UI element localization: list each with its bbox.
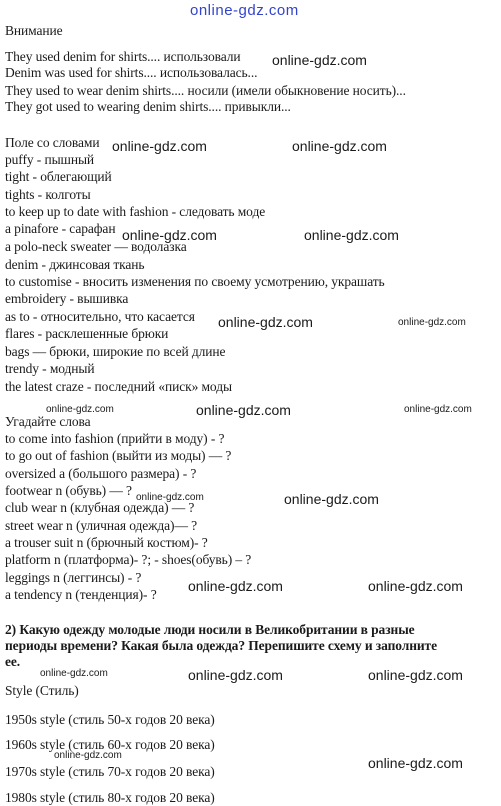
- guess-line-5: club wear n (клубная одежда) — ?: [5, 500, 195, 515]
- site-watermark: online-gdz.com: [292, 138, 387, 154]
- vocab-line-4: to keep up to date with fashion - следовать моде: [5, 204, 266, 219]
- guess-line-3: oversized a (большого размера) - ?: [5, 466, 197, 481]
- site-watermark: online-gdz.com: [54, 750, 122, 761]
- guess-heading: Угадайте слова: [5, 414, 91, 429]
- guess-line-8: platform n (платформа)- ?; - shoes(обувь) – ?: [5, 552, 252, 567]
- site-watermark: online-gdz.com: [368, 755, 463, 771]
- site-watermark: online-gdz.com: [122, 227, 217, 243]
- site-watermark: online-gdz.com: [112, 138, 207, 154]
- vocab-line-5: a pinafore - сарафан: [5, 221, 116, 236]
- vocab-line-1: puffy - пышный: [5, 152, 95, 167]
- vocab-line-12: bags — брюки, широкие по всей длине: [5, 344, 226, 359]
- vocab-line-2: tight - облегающий: [5, 169, 112, 184]
- vocab-line-14: the latest craze - последний «писк» моды: [5, 379, 232, 394]
- vocab-line-3: tights - колготы: [5, 187, 91, 202]
- attention-line-3: They used to wear denim shirts.... носили (имели обыкновение носить)...: [5, 83, 406, 98]
- site-watermark: online-gdz.com: [188, 578, 283, 594]
- task2-question-line-3: ее.: [5, 654, 21, 669]
- guess-line-9: leggings n (леггинсы) - ?: [5, 570, 142, 585]
- task2-question-line-2: периоды времени? Какая была одежда? Перепишите схему и заполните: [5, 638, 437, 653]
- attention-line-1: They used denim for shirts.... использовали: [5, 49, 241, 64]
- site-watermark: online-gdz.com: [404, 404, 472, 415]
- site-watermark: online-gdz.com: [284, 491, 379, 507]
- site-watermark: online-gdz.com: [398, 317, 466, 328]
- guess-line-2: to go out of fashion (выйти из моды) — ?: [5, 448, 232, 463]
- vocab-line-10: as to - относительно, что касается: [5, 309, 195, 324]
- site-watermark: online-gdz.com: [40, 668, 108, 679]
- vocabulary-heading: Поле со словами: [5, 135, 100, 150]
- attention-line-2: Denim was used for shirts.... использовалась...: [5, 65, 258, 80]
- site-watermark: online-gdz.com: [196, 402, 291, 418]
- site-watermark: online-gdz.com: [304, 227, 399, 243]
- guess-line-6: street wear n (уличная одежда)— ?: [5, 518, 198, 533]
- style-header: Style (Стиль): [5, 683, 79, 698]
- style-1980s: 1980s style (стиль 80-х годов 20 века): [5, 790, 215, 805]
- guess-line-4: footwear n (обувь) — ?: [5, 483, 132, 498]
- site-watermark-top: online-gdz.com: [190, 2, 299, 19]
- site-watermark: online-gdz.com: [136, 492, 204, 503]
- attention-line-4: They got used to wearing denim shirts.... привыкли...: [5, 99, 291, 114]
- vocab-line-6: a polo-neck sweater — водолазка: [5, 239, 187, 254]
- site-watermark: online-gdz.com: [188, 667, 283, 683]
- site-watermark: online-gdz.com: [368, 667, 463, 683]
- site-watermark: online-gdz.com: [368, 578, 463, 594]
- style-1970s: 1970s style (стиль 70-х годов 20 века): [5, 764, 215, 779]
- guess-line-1: to come into fashion (прийти в моду) - ?: [5, 431, 225, 446]
- attention-heading: Внимание: [5, 23, 63, 38]
- vocab-line-7: denim - джинсовая ткань: [5, 257, 145, 272]
- site-watermark: online-gdz.com: [46, 404, 114, 415]
- vocab-line-13: trendy - модный: [5, 361, 95, 376]
- guess-line-7: a trouser suit n (брючный костюм)- ?: [5, 535, 208, 550]
- site-watermark: online-gdz.com: [218, 314, 313, 330]
- vocab-line-9: embroidery - вышивка: [5, 291, 129, 306]
- style-1950s: 1950s style (стиль 50-х годов 20 века): [5, 712, 215, 727]
- vocab-line-8: to customise - вносить изменения по своему усмотрению, украшать: [5, 274, 385, 289]
- site-watermark: online-gdz.com: [272, 52, 367, 68]
- vocab-line-11: flares - расклешенные брюки: [5, 326, 169, 341]
- style-1960s: 1960s style (стиль 60-х годов 20 века): [5, 737, 215, 752]
- guess-line-10: a tendency n (тенденция)- ?: [5, 587, 157, 602]
- task2-question-line-1: 2) Какую одежду молодые люди носили в Великобритании в разные: [5, 622, 415, 637]
